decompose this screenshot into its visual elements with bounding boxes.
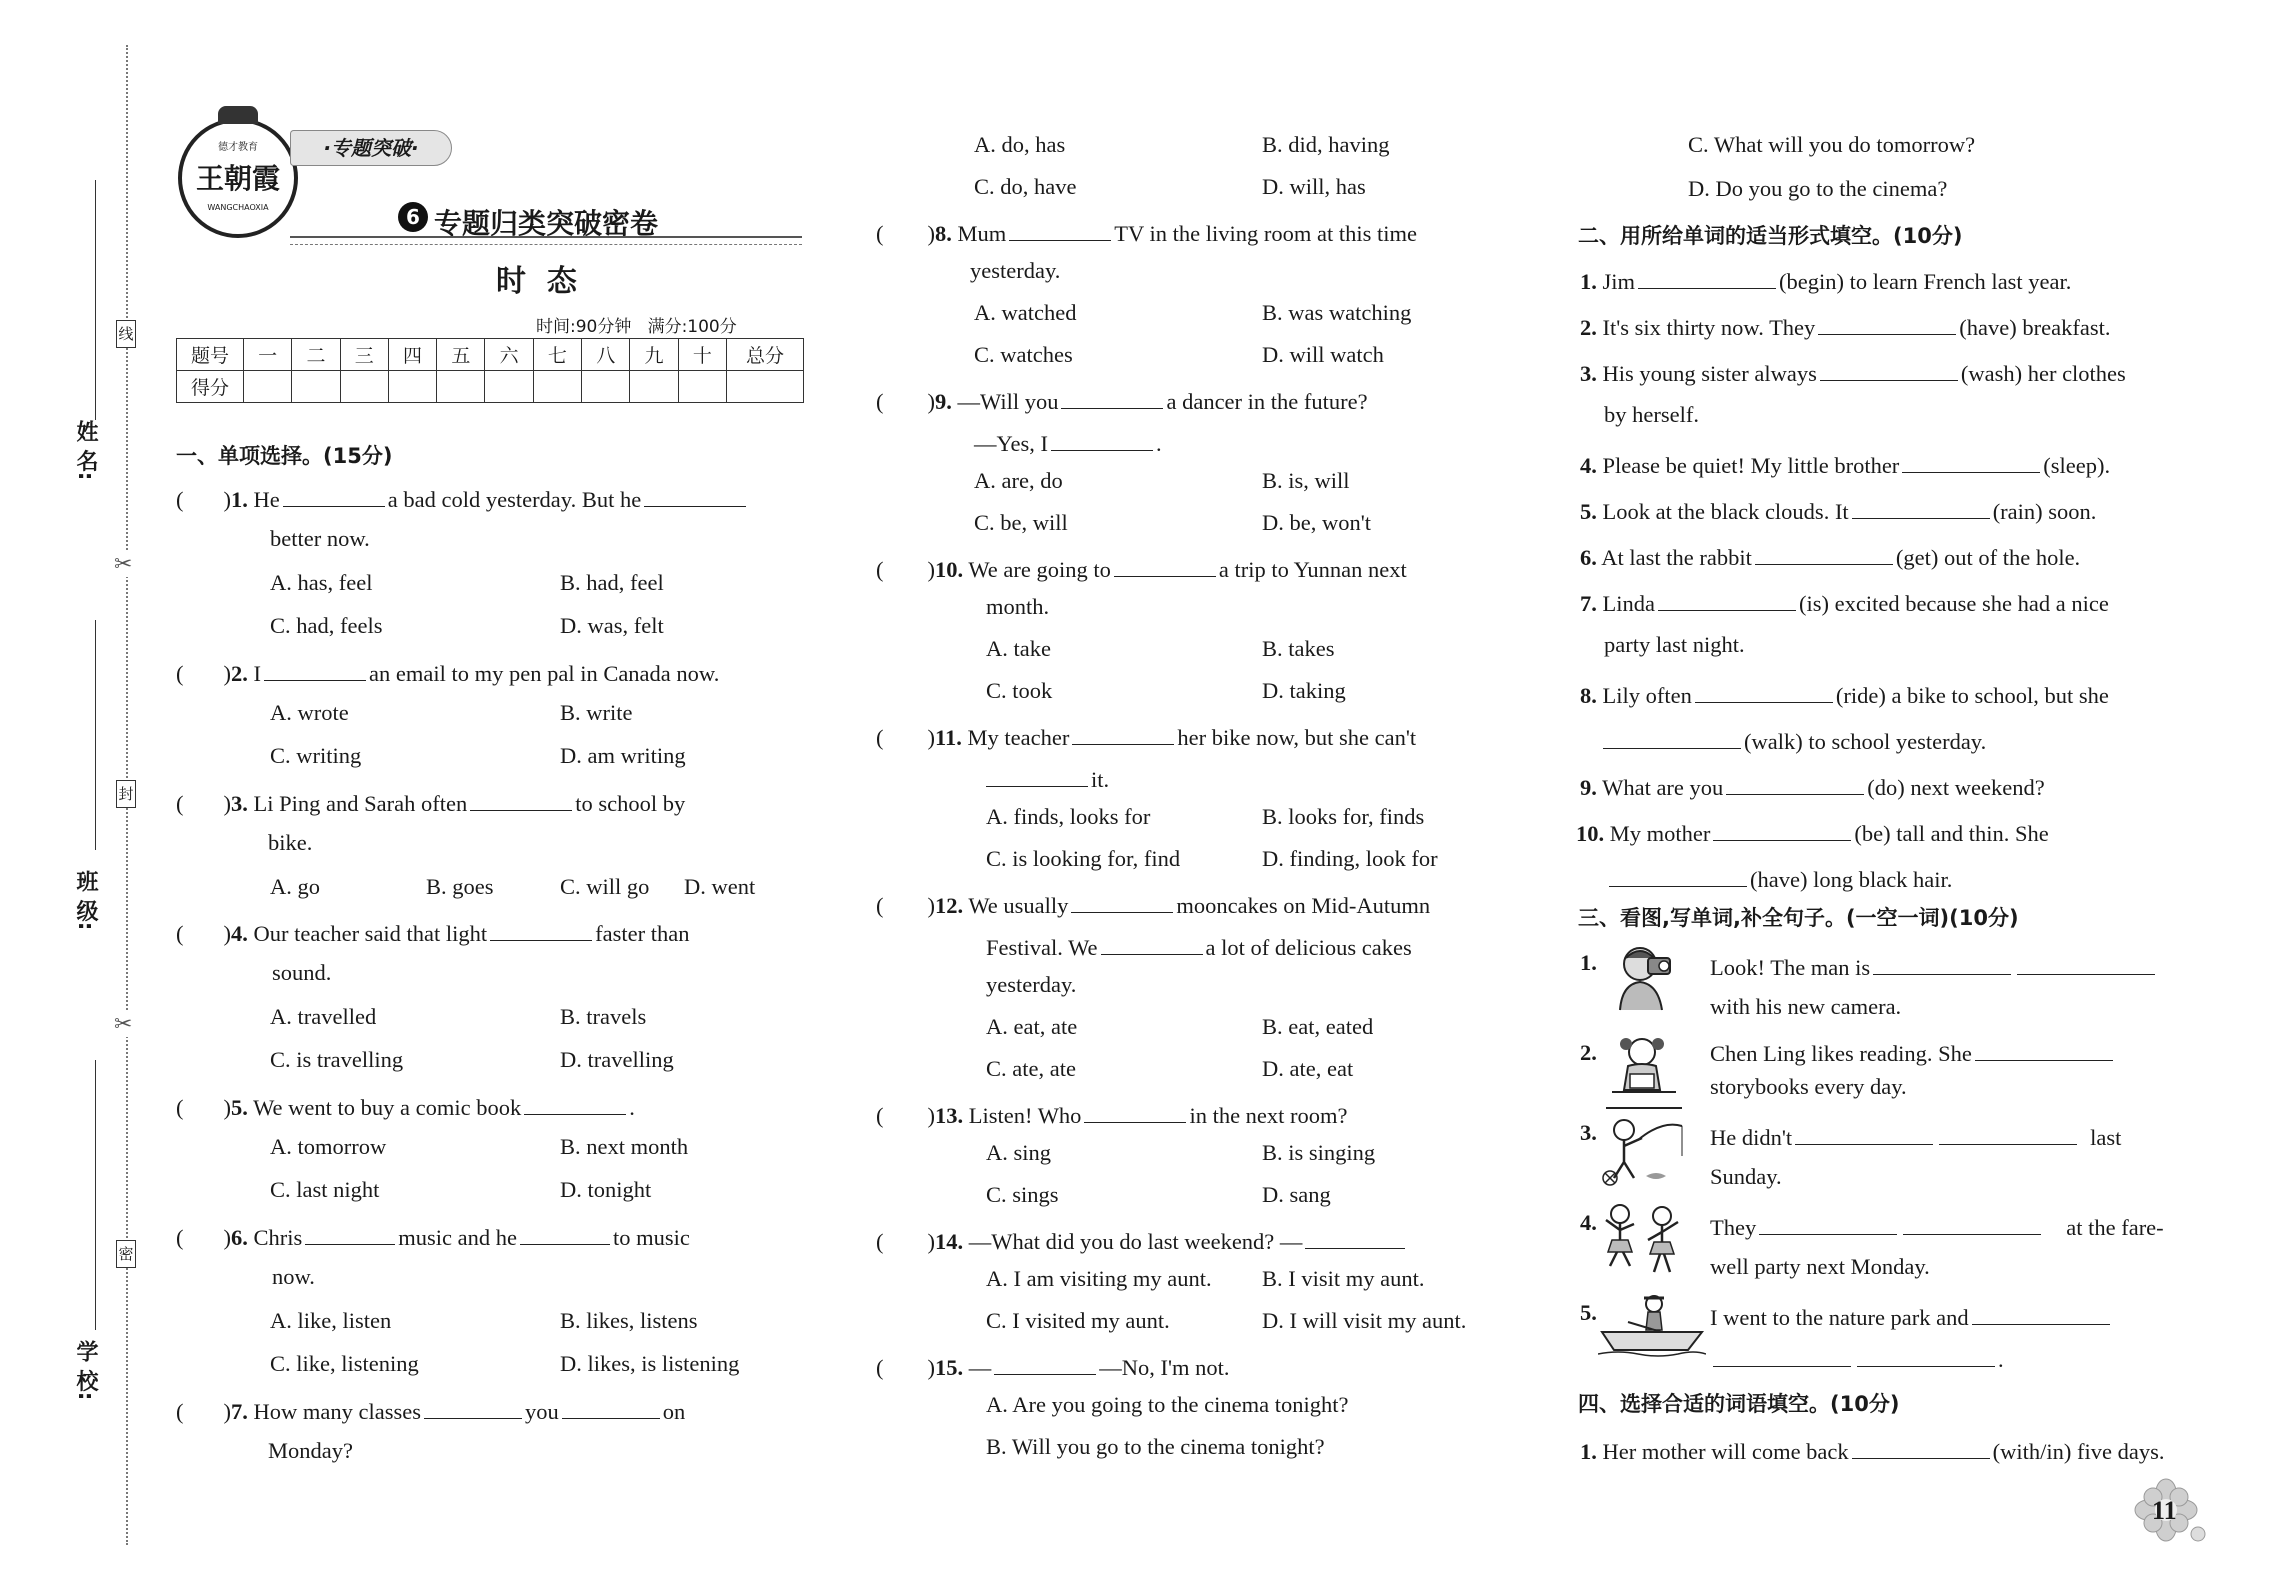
picture-item-text: .	[1710, 1344, 2004, 1372]
question-6: ( )6. Chris music and he to music	[176, 1222, 690, 1250]
option: D. taking	[1262, 678, 1346, 703]
scissors-icon: ✂	[114, 552, 133, 577]
score-input[interactable]	[292, 371, 340, 403]
answer-blank[interactable]	[1939, 1122, 2077, 1145]
score-input[interactable]	[678, 371, 726, 403]
picture-item-number: 4.	[1580, 1210, 1597, 1235]
class-field-line	[95, 620, 96, 850]
picture-item-text: with his new camera.	[1710, 994, 1902, 1019]
picture-item-text: I went to the nature park and	[1710, 1302, 2113, 1330]
brand-logo	[178, 118, 298, 238]
time-info: 时间:90分钟 满分:100分	[536, 317, 737, 337]
fill-item: 3. His young sister always (wash) her clothes	[1580, 358, 2126, 386]
option: B. travels	[560, 1004, 647, 1029]
score-cell: 十	[678, 339, 726, 371]
answer-blank[interactable]	[1759, 1212, 1897, 1235]
paper-title: 专题归类突破密卷	[434, 207, 659, 240]
option: B. looks for, finds	[1262, 804, 1425, 829]
answer-blank[interactable]	[1755, 542, 1893, 565]
score-input[interactable]	[244, 371, 292, 403]
answer-blank[interactable]	[994, 1352, 1096, 1375]
option: C. I visited my aunt.	[986, 1308, 1170, 1333]
option: B. is singing	[1262, 1140, 1376, 1165]
series-tag: ·专题突破·	[290, 130, 452, 166]
logo-sub-text: WANGCHAOXIA	[207, 203, 269, 212]
logo-top-text: 德才教育	[218, 142, 258, 153]
question-12: ( )12. We usually mooncakes on Mid-Autumn	[876, 890, 1430, 918]
picture-item-number: 5.	[1580, 1300, 1597, 1325]
answer-blank[interactable]	[424, 1396, 522, 1419]
question-14: ( )14. —What did you do last weekend? —	[876, 1226, 1408, 1254]
fill-item: 5. Look at the black clouds. It (rain) soon.	[1580, 496, 2096, 524]
answer-blank[interactable]	[305, 1222, 395, 1245]
score-input[interactable]	[533, 371, 581, 403]
option: D. will watch	[1262, 342, 1384, 367]
score-cell: 三	[340, 339, 388, 371]
question-13: ( )13. Listen! Who in the next room?	[876, 1100, 1348, 1128]
option: D. will, has	[1262, 174, 1366, 199]
answer-blank[interactable]	[1084, 1100, 1186, 1123]
paper-number-badge: 6	[398, 202, 428, 232]
score-input[interactable]	[340, 371, 388, 403]
option: B. Will you go to the cinema tonight?	[986, 1434, 1325, 1459]
answer-blank[interactable]	[1603, 726, 1741, 749]
option: D. travelling	[560, 1047, 674, 1072]
answer-blank[interactable]	[1820, 358, 1958, 381]
section1-heading: 一、单项选择。(15分)	[176, 444, 393, 468]
option: A. go	[270, 874, 320, 899]
girl-reading-picture	[1602, 1030, 1686, 1110]
answer-blank[interactable]	[1638, 266, 1776, 289]
score-input[interactable]	[582, 371, 630, 403]
fill-item: 6. At last the rabbit (get) out of the hole.	[1580, 542, 2080, 570]
option: C. What will you do tomorrow?	[1688, 132, 1976, 157]
score-cell: 二	[292, 339, 340, 371]
question-8: ( )8. Mum TV in the living room at this time	[876, 218, 1417, 246]
answer-blank[interactable]	[264, 658, 366, 681]
option: A. are, do	[974, 468, 1063, 493]
fill-item: 7. Linda (is) excited because she had a nice	[1580, 588, 2109, 616]
answer-blank[interactable]	[1101, 932, 1203, 955]
answer-blank[interactable]	[1902, 450, 2040, 473]
option: C. took	[986, 678, 1053, 703]
picture-item-number: 3.	[1580, 1120, 1597, 1145]
man-with-camera-picture	[1608, 942, 1684, 1012]
option: D. I will visit my aunt.	[1262, 1308, 1467, 1333]
section2-heading: 二、用所给单词的适当形式填空。(10分)	[1578, 224, 1963, 248]
score-cell: 四	[388, 339, 436, 371]
boy-fishing-picture	[1598, 1112, 1686, 1188]
question-4: ( )4. Our teacher said that light faster than	[176, 918, 690, 946]
option: B. had, feel	[560, 570, 664, 595]
man-rowing-boat-picture	[1598, 1292, 1706, 1358]
line-mark: 线	[116, 320, 136, 348]
picture-item-text: storybooks every day.	[1710, 1074, 1907, 1099]
school-label: 学 校:	[73, 1340, 98, 1401]
seal-mark: 封	[116, 780, 136, 808]
secret-mark: 密	[116, 1240, 136, 1268]
question-text: sound.	[272, 960, 332, 985]
answer-blank[interactable]	[1713, 818, 1851, 841]
answer-blank[interactable]	[644, 484, 746, 507]
question-3: ( )3. Li Ping and Sarah often to school by	[176, 788, 685, 816]
class-label: 班 级:	[73, 870, 98, 931]
option: B. write	[560, 700, 633, 725]
fill-item: 1. Jim (begin) to learn French last year.	[1580, 266, 2071, 294]
answer-blank[interactable]	[490, 918, 592, 941]
option: B. was watching	[1262, 300, 1412, 325]
option: C. will go	[560, 874, 650, 899]
option: C. is travelling	[270, 1047, 404, 1072]
answer-blank[interactable]	[1609, 864, 1747, 887]
score-cell: 七	[533, 339, 581, 371]
picture-item-number: 2.	[1580, 1040, 1597, 1065]
answer-blank[interactable]	[1114, 554, 1216, 577]
answer-blank[interactable]	[1061, 386, 1163, 409]
children-dancing-picture	[1600, 1200, 1686, 1284]
score-cell: 得分	[177, 371, 244, 403]
option: A. wrote	[270, 700, 349, 725]
option: A. Are you going to the cinema tonight?	[986, 1392, 1349, 1417]
answer-blank[interactable]	[1051, 428, 1153, 451]
score-input[interactable]	[727, 371, 804, 403]
answer-blank[interactable]	[1873, 952, 2011, 975]
option: B. is, will	[1262, 468, 1350, 493]
question-5: ( )5. We went to buy a comic book .	[176, 1092, 635, 1120]
question-10: ( )10. We are going to a trip to Yunnan next	[876, 554, 1407, 582]
option: D. was, felt	[560, 613, 664, 638]
question-text: Festival. We a lot of delicious cakes	[986, 932, 1412, 960]
answer-blank[interactable]	[1658, 588, 1796, 611]
fill-item: 1. Her mother will come back (with/in) five days.	[1580, 1436, 2165, 1464]
picture-item-text: He didn't last	[1710, 1122, 2121, 1150]
option: A. like, listen	[270, 1308, 392, 1333]
answer-blank[interactable]	[1903, 1212, 2041, 1235]
score-cell: 六	[485, 339, 533, 371]
option: D. ate, eat	[1262, 1056, 1354, 1081]
scissors-icon: ✂	[114, 1012, 133, 1037]
picture-item-text: They at the fare-	[1710, 1212, 2164, 1240]
option: C. be, will	[974, 510, 1068, 535]
score-cell: 总分	[727, 339, 804, 371]
page-number: 11	[2152, 1496, 2177, 1525]
answer-blank[interactable]	[1852, 1436, 1990, 1459]
question-11: ( )11. My teacher her bike now, but she can't	[876, 722, 1416, 750]
question-text: Monday?	[268, 1438, 353, 1463]
question-2: ( )2. I an email to my pen pal in Canada now.	[176, 658, 719, 686]
fill-item-continued: by herself.	[1604, 402, 1699, 427]
option: B. I visit my aunt.	[1262, 1266, 1425, 1291]
option: B. likes, listens	[560, 1308, 698, 1333]
section4-heading: 四、选择合适的词语填空。(10分)	[1578, 1392, 1900, 1416]
answer-blank[interactable]	[2017, 952, 2155, 975]
school-field-line	[95, 1060, 96, 1330]
option: A. do, has	[974, 132, 1066, 157]
option: A. finds, looks for	[986, 804, 1151, 829]
option: D. sang	[1262, 1182, 1331, 1207]
option: D. be, won't	[1262, 510, 1372, 535]
question-text: bike.	[268, 830, 313, 855]
option: A. travelled	[270, 1004, 377, 1029]
fill-item-continued: party last night.	[1604, 632, 1745, 657]
answer-blank[interactable]	[1009, 218, 1111, 241]
option: D. finding, look for	[1262, 846, 1438, 871]
option: D. went	[684, 874, 756, 899]
option: B. takes	[1262, 636, 1335, 661]
answer-blank[interactable]	[1795, 1122, 1933, 1145]
option: A. watched	[974, 300, 1077, 325]
question-1: ( )1. He a bad cold yesterday. But he	[176, 484, 749, 512]
answer-blank[interactable]	[986, 764, 1088, 787]
score-cell: 题号	[177, 339, 244, 371]
picture-item-text: well party next Monday.	[1710, 1254, 1930, 1279]
option: B. next month	[560, 1134, 689, 1159]
fill-item: 8. Lily often (ride) a bike to school, but she	[1580, 680, 2109, 708]
option: A. eat, ate	[986, 1014, 1078, 1039]
question-7: ( )7. How many classes you on	[176, 1396, 685, 1424]
fill-item: 9. What are you (do) next weekend?	[1580, 772, 2045, 800]
option: C. had, feels	[270, 613, 383, 638]
option: A. take	[986, 636, 1051, 661]
answer-blank[interactable]	[524, 1092, 626, 1115]
option: A. has, feel	[270, 570, 373, 595]
section3-heading: 三、看图,写单词,补全句子。(一空一词)(10分)	[1578, 906, 2019, 930]
answer-blank[interactable]	[1857, 1344, 1995, 1367]
option: B. goes	[426, 874, 494, 899]
option: C. sings	[986, 1182, 1059, 1207]
option: A. sing	[986, 1140, 1052, 1165]
option: D. Do you go to the cinema?	[1688, 176, 1948, 201]
score-value-row	[177, 371, 804, 403]
score-input[interactable]	[388, 371, 436, 403]
name-label: 姓 名:	[73, 420, 98, 481]
fill-item-continued: (walk) to school yesterday.	[1600, 726, 1986, 754]
answer-blank[interactable]	[1818, 312, 1956, 335]
answer-blank[interactable]	[1713, 1344, 1851, 1367]
answer-blank[interactable]	[1071, 890, 1173, 913]
score-cell: 五	[437, 339, 485, 371]
answer-blank[interactable]	[1072, 722, 1174, 745]
question-15: ( )15. — —No, I'm not.	[876, 1352, 1230, 1380]
picture-item-text: Chen Ling likes reading. She	[1710, 1038, 2116, 1066]
fill-item: 4. Please be quiet! My little brother (sleep).	[1580, 450, 2110, 478]
question-text: better now.	[270, 526, 370, 551]
question-text: yesterday.	[986, 972, 1077, 997]
question-text: now.	[272, 1264, 315, 1289]
option: A. tomorrow	[270, 1134, 387, 1159]
option: A. I am visiting my aunt.	[986, 1266, 1212, 1291]
option: D. tonight	[560, 1177, 652, 1202]
fill-item: 2. It's six thirty now. They (have) breakfast.	[1580, 312, 2110, 340]
answer-blank[interactable]	[562, 1396, 660, 1419]
score-table	[176, 338, 804, 403]
option: C. is looking for, find	[986, 846, 1181, 871]
score-cell: 一	[244, 339, 292, 371]
question-text: it.	[983, 764, 1109, 792]
score-input[interactable]	[630, 371, 678, 403]
answer-blank[interactable]	[470, 788, 572, 811]
picture-item-text: Look! The man is	[1710, 952, 2158, 980]
title-underline	[290, 236, 802, 245]
picture-item-number: 1.	[1580, 950, 1597, 975]
score-cell: 九	[630, 339, 678, 371]
question-text: —Yes, I .	[974, 428, 1162, 456]
score-cell: 八	[582, 339, 630, 371]
option: C. ate, ate	[986, 1056, 1076, 1081]
fill-item: 10. My mother (be) tall and thin. She	[1576, 818, 2049, 846]
question-9: ( )9. —Will you a dancer in the future?	[876, 386, 1368, 414]
answer-blank[interactable]	[1726, 772, 1864, 795]
fill-item-continued: (have) long black hair.	[1606, 864, 1952, 892]
brand-name: 王朝霞	[195, 162, 280, 195]
option: C. like, listening	[270, 1351, 419, 1376]
option: C. watches	[974, 342, 1073, 367]
answer-blank[interactable]	[1975, 1038, 2113, 1061]
answer-blank[interactable]	[1972, 1302, 2110, 1325]
answer-blank[interactable]	[1305, 1226, 1405, 1249]
question-text: month.	[986, 594, 1050, 619]
question-text: yesterday.	[970, 258, 1061, 283]
score-input[interactable]	[437, 371, 485, 403]
answer-blank[interactable]	[1852, 496, 1990, 519]
picture-item-text: Sunday.	[1710, 1164, 1782, 1189]
topic-title: 时 态	[496, 264, 577, 299]
answer-blank[interactable]	[1695, 680, 1833, 703]
option: C. do, have	[974, 174, 1077, 199]
option: B. did, having	[1262, 132, 1390, 157]
option: B. eat, eated	[1262, 1014, 1374, 1039]
answer-blank[interactable]	[283, 484, 385, 507]
score-input[interactable]	[485, 371, 533, 403]
score-header-row	[177, 339, 804, 371]
option: C. writing	[270, 743, 362, 768]
option: C. last night	[270, 1177, 380, 1202]
logo-crown-icon	[218, 106, 258, 124]
option: D. am writing	[560, 743, 686, 768]
name-field-line	[95, 180, 96, 420]
option: D. likes, is listening	[560, 1351, 740, 1376]
answer-blank[interactable]	[520, 1222, 610, 1245]
